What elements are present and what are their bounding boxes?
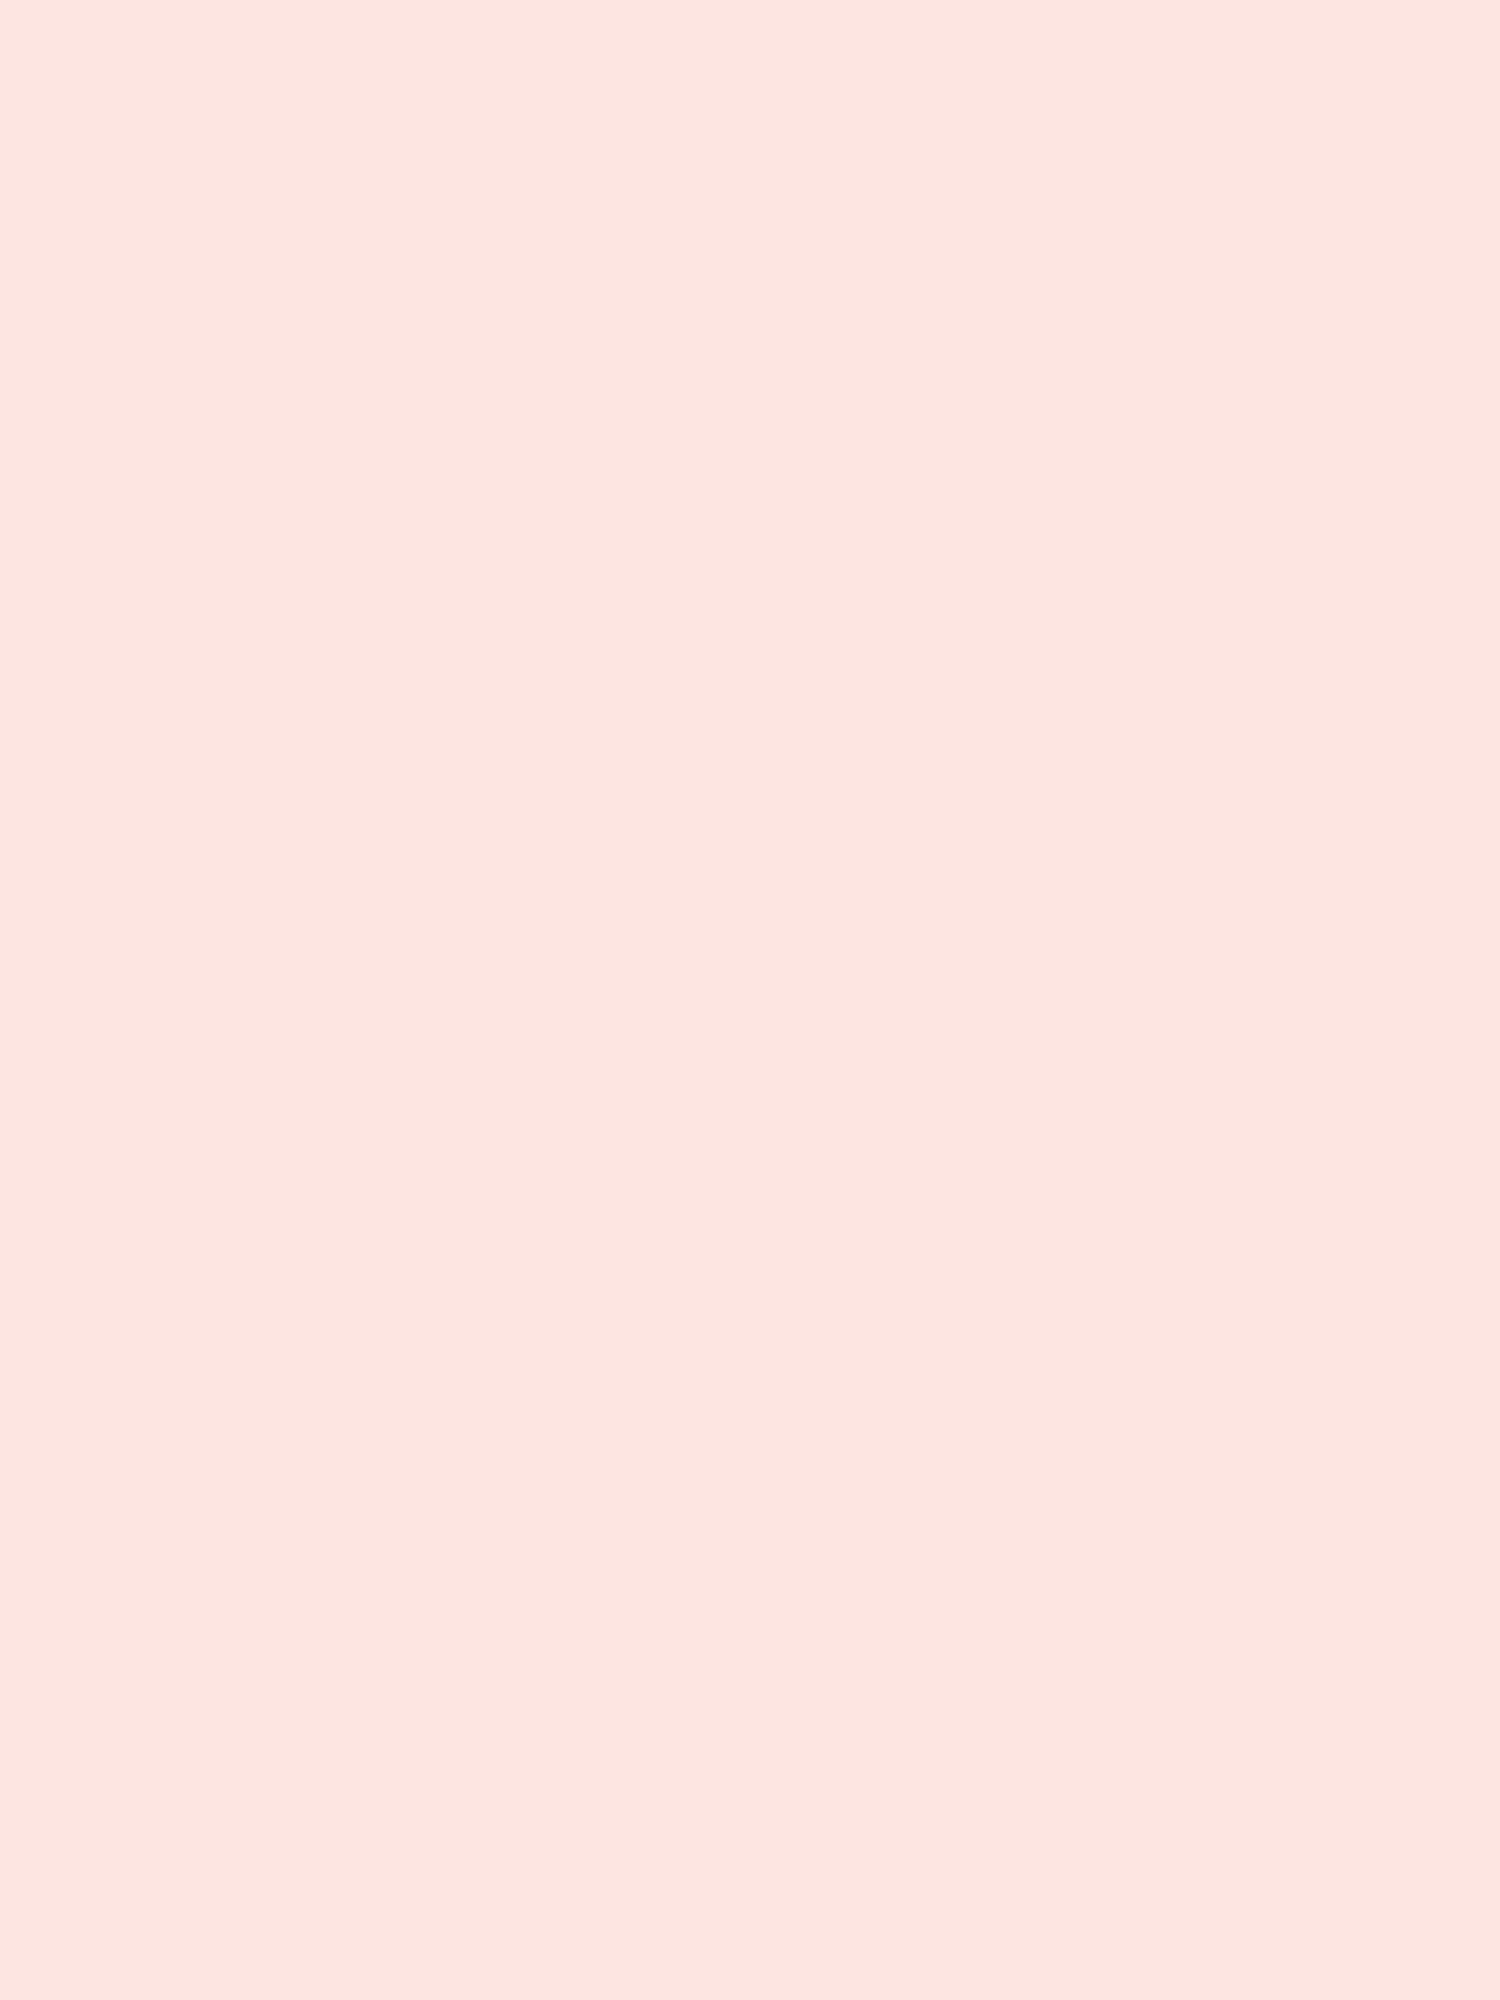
embroidery-column (177, 455, 241, 1885)
embroidery-band (232, 372, 1305, 422)
history-border-bottom (10, 1957, 1490, 1999)
history-border-left (0, 75, 64, 1975)
history-border-right (1383, 25, 1447, 1967)
